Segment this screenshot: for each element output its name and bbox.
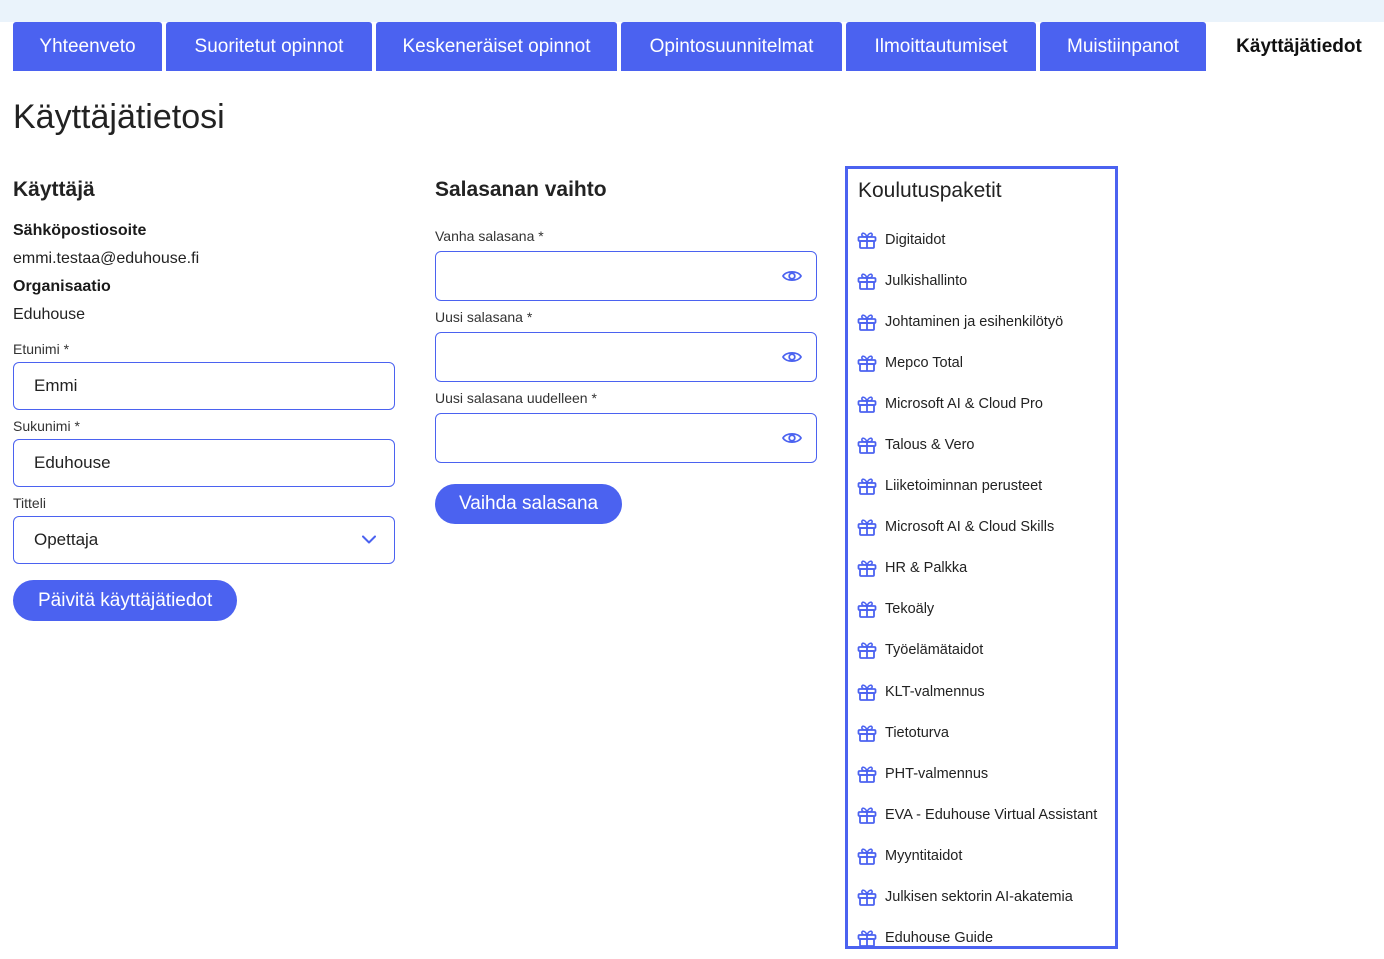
page-title: Käyttäjätietosi <box>13 98 225 136</box>
new-password-field[interactable] <box>435 332 817 382</box>
title-select[interactable] <box>13 516 395 564</box>
gift-icon <box>857 888 877 906</box>
package-item-label: Työelämätaidot <box>885 642 984 659</box>
package-item-label: Liiketoiminnan perusteet <box>885 478 1043 495</box>
packages-list <box>857 219 1097 959</box>
tab-keskeneraiset-opinnot[interactable]: Keskeneräiset opinnot <box>376 22 617 71</box>
packages-title: Koulutuspaketit <box>858 179 1002 202</box>
package-item[interactable] <box>857 835 1097 876</box>
package-item-label: Microsoft AI & Cloud Pro <box>885 395 1043 412</box>
change-password-button[interactable]: Vaihda salasana <box>435 484 622 524</box>
gift-icon <box>857 641 877 659</box>
gift-icon <box>857 477 877 495</box>
old-password-field[interactable] <box>435 251 817 301</box>
lastname-field[interactable] <box>13 439 395 487</box>
package-item-label: Mepco Total <box>885 354 963 371</box>
package-item-label: Julkisen sektorin AI-akatemia <box>885 889 1073 906</box>
show-password-icon[interactable] <box>782 431 802 445</box>
tab-opintosuunnitelmat[interactable]: Opintosuunnitelmat <box>621 22 842 71</box>
package-item[interactable] <box>857 548 1097 589</box>
package-item[interactable] <box>857 342 1097 383</box>
lastname-value: Eduhouse <box>34 453 111 472</box>
gift-icon <box>857 600 877 618</box>
tab-kayttajatiedot[interactable]: Käyttäjätiedot <box>1210 22 1384 71</box>
package-item[interactable] <box>857 383 1097 424</box>
email-label: Sähköpostiosoite <box>13 222 147 239</box>
gift-icon <box>857 231 877 249</box>
package-item-label: HR & Palkka <box>885 560 968 577</box>
gift-icon <box>857 313 877 331</box>
package-item-label: Eduhouse Guide <box>885 930 994 947</box>
package-item[interactable] <box>857 753 1097 794</box>
package-item-label: EVA - Eduhouse Virtual Assistant <box>885 806 1098 823</box>
package-item[interactable] <box>857 260 1097 301</box>
package-item-label: PHT-valmennus <box>885 765 989 782</box>
gift-icon <box>857 929 877 947</box>
tab-yhteenveto[interactable]: Yhteenveto <box>13 22 162 71</box>
gift-icon <box>857 559 877 577</box>
firstname-label: Etunimi * <box>13 341 70 357</box>
package-item-label: Tietoturva <box>885 724 949 741</box>
package-item[interactable] <box>857 712 1097 753</box>
package-item[interactable] <box>857 301 1097 342</box>
gift-icon <box>857 354 877 372</box>
user-section-title: Käyttäjä <box>13 178 95 201</box>
gift-icon <box>857 724 877 742</box>
organization-label: Organisaatio <box>13 278 111 295</box>
gift-icon <box>857 436 877 454</box>
tab-muistiinpanot[interactable]: Muistiinpanot <box>1040 22 1206 71</box>
new-password-label: Uusi salasana * <box>435 309 533 325</box>
gift-icon <box>857 683 877 701</box>
package-item[interactable] <box>857 589 1097 630</box>
package-item[interactable] <box>857 630 1097 671</box>
package-item-label: Microsoft AI & Cloud Skills <box>885 519 1055 536</box>
title-value: Opettaja <box>34 530 99 549</box>
firstname-field[interactable] <box>13 362 395 410</box>
package-item-label: Digitaidot <box>885 231 946 248</box>
gift-icon <box>857 765 877 783</box>
gift-icon <box>857 395 877 413</box>
tab-bar <box>13 22 1384 71</box>
firstname-value: Emmi <box>34 376 78 395</box>
package-item-label: Talous & Vero <box>885 437 975 454</box>
tab-suoritetut-opinnot[interactable]: Suoritetut opinnot <box>166 22 372 71</box>
package-item-label: Johtaminen ja esihenkilötyö <box>885 313 1064 330</box>
package-item[interactable] <box>857 671 1097 712</box>
update-user-button[interactable]: Päivitä käyttäjätiedot <box>13 580 237 621</box>
email-value: emmi.testaa@eduhouse.fi <box>13 250 200 267</box>
package-item[interactable] <box>857 424 1097 465</box>
show-password-icon[interactable] <box>782 350 802 364</box>
repeat-password-field[interactable] <box>435 413 817 463</box>
gift-icon <box>857 847 877 865</box>
chevron-down-icon <box>362 536 376 545</box>
gift-icon <box>857 272 877 290</box>
lastname-label: Sukunimi * <box>13 418 80 434</box>
package-item[interactable] <box>857 877 1097 918</box>
organization-value: Eduhouse <box>13 306 86 323</box>
package-item[interactable] <box>857 507 1097 548</box>
tab-ilmoittautumiset[interactable]: Ilmoittautumiset <box>846 22 1036 71</box>
gift-icon <box>857 806 877 824</box>
repeat-password-label: Uusi salasana uudelleen * <box>435 390 597 406</box>
package-item-label: Julkishallinto <box>885 272 968 289</box>
package-item[interactable] <box>857 918 1097 959</box>
package-item[interactable] <box>857 794 1097 835</box>
user-section <box>13 176 395 621</box>
package-item-label: KLT-valmennus <box>885 683 985 700</box>
packages-panel <box>845 166 1118 949</box>
password-section-title: Salasanan vaihto <box>435 178 607 201</box>
package-item-label: Myyntitaidot <box>885 847 963 864</box>
title-label: Titteli <box>13 495 46 511</box>
package-item[interactable] <box>857 219 1097 260</box>
old-password-label: Vanha salasana * <box>435 228 544 244</box>
package-item[interactable] <box>857 466 1097 507</box>
top-strip <box>0 0 1384 22</box>
show-password-icon[interactable] <box>782 269 802 283</box>
package-item-label: Tekoäly <box>885 601 935 618</box>
gift-icon <box>857 518 877 536</box>
password-section <box>435 176 817 524</box>
